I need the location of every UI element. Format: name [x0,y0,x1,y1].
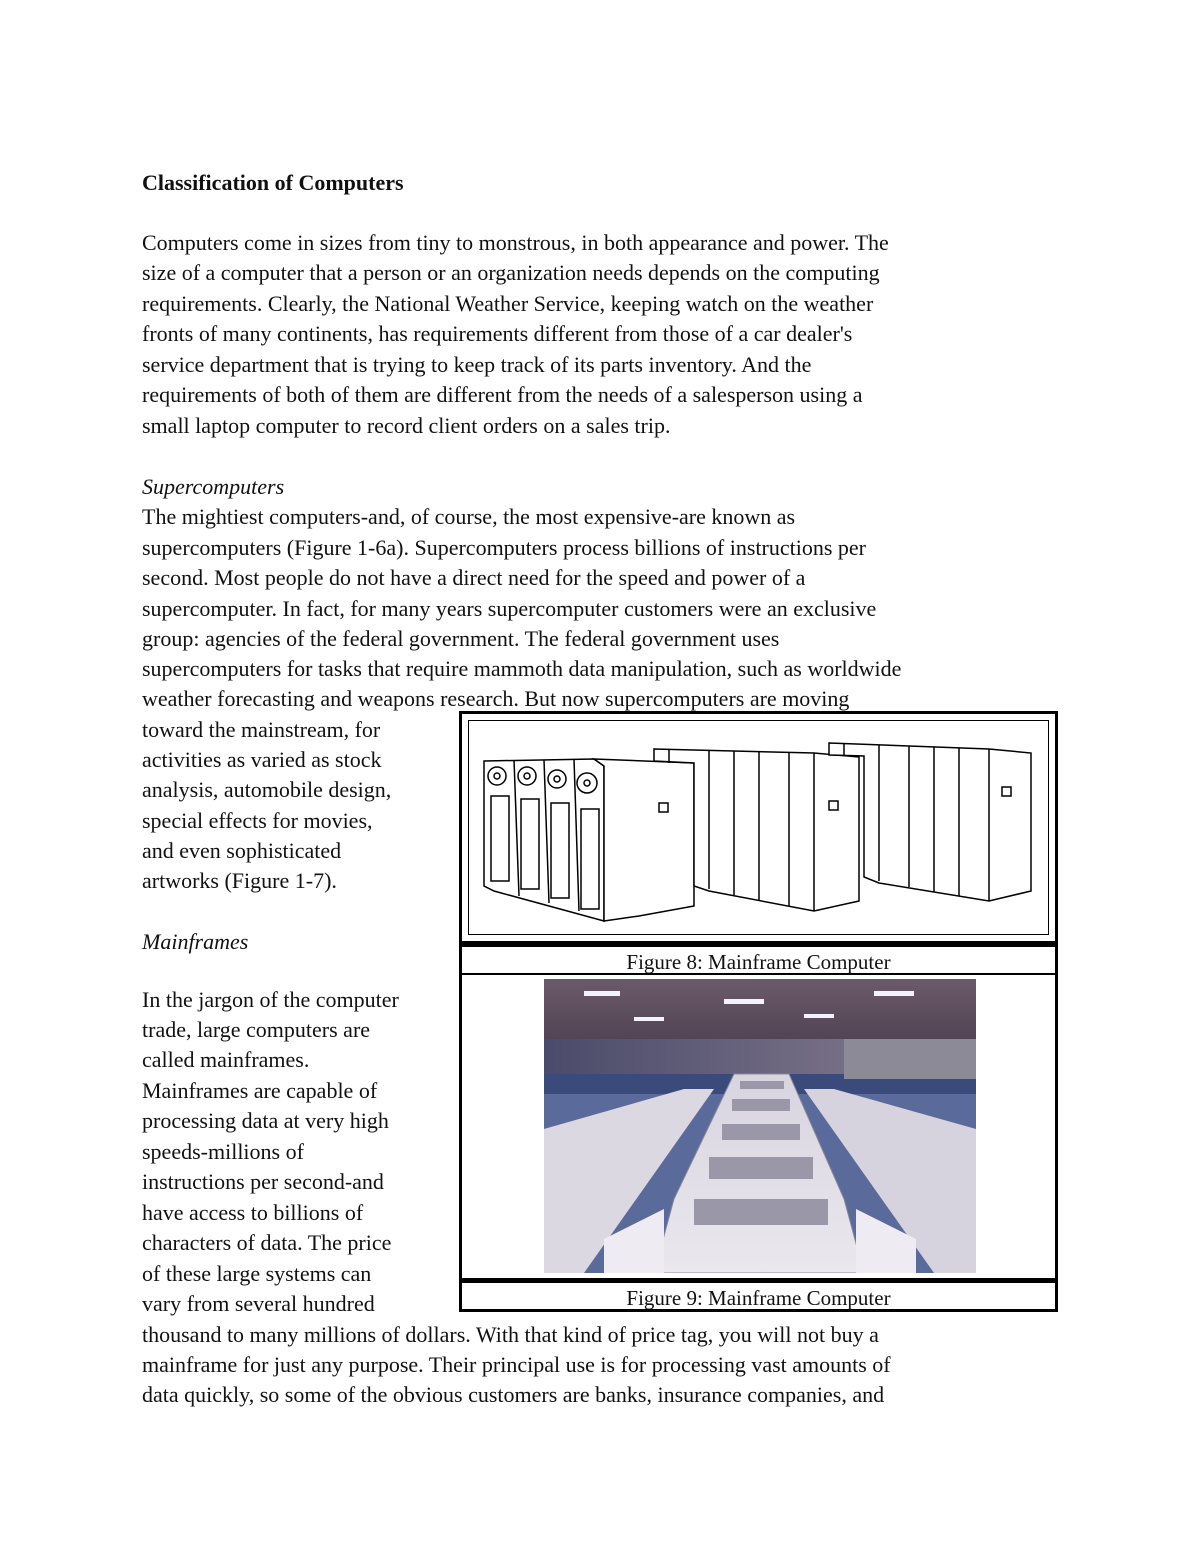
intro-line-6: requirements of both of them are different from the needs of a salesperson using a [142,382,863,407]
intro-line-2: size of a computer that a person or an organization needs depends on the computing [142,260,880,285]
figure-9-caption: Figure 9: Mainframe Computer [459,1280,1058,1312]
super-line-2: supercomputers (Figure 1-6a). Supercomputers process billions of instructions per [142,535,867,560]
main-line-13: mainframe for just any purpose. Their principal use is for processing vast amounts of [142,1352,891,1377]
super-line-1: The mightiest computers-and, of course, the most expensive-are known as [142,504,796,529]
super-line-9: activities as varied as stock [142,747,382,772]
super-line-8: toward the mainstream, for [142,717,381,742]
super-line-7: weather forecasting and weapons research. But now supercomputers are moving [142,686,850,711]
page-title: Classification of Computers [142,170,404,195]
mainframe-drawing [469,721,1054,940]
main-line-6: speeds-millions of [142,1139,304,1164]
main-line-14: data quickly, so some of the obvious customers are banks, insurance companies, and [142,1382,885,1407]
main-line-11: vary from several hundred [142,1291,375,1316]
super-line-4: supercomputer. In fact, for many years supercomputer customers were an exclusive [142,596,877,621]
super-line-5: group: agencies of the federal government. The federal government uses [142,626,780,651]
intro-line-5: service department that is trying to keep track of its parts inventory. And the [142,352,812,377]
figure-8-inner-border [468,720,1049,935]
intro-line-7: small laptop computer to record client orders on a sales trip. [142,413,671,438]
main-line-2: trade, large computers are [142,1017,371,1042]
mainframe-photo [544,979,976,1273]
main-line-7: instructions per second-and [142,1169,384,1194]
main-line-12: thousand to many millions of dollars. With that kind of price tag, you will not buy a [142,1322,879,1347]
intro-line-3: requirements. Clearly, the National Weather Service, keeping watch on the weather [142,291,874,316]
main-line-9: characters of data. The price [142,1230,392,1255]
main-line-3: called mainframes. [142,1047,310,1072]
main-line-4: Mainframes are capable of [142,1078,378,1103]
main-line-10: of these large systems can [142,1261,372,1286]
super-line-10: analysis, automobile design, [142,777,392,802]
mainframes-heading: Mainframes [142,929,249,954]
main-line-5: processing data at very high [142,1108,389,1133]
intro-line-1: Computers come in sizes from tiny to monstrous, in both appearance and power. The [142,230,889,255]
figure-9-frame [459,975,1058,1281]
super-line-12: and even sophisticated [142,838,342,863]
super-line-3: second. Most people do not have a direct need for the speed and power of a [142,565,806,590]
super-line-13: artworks (Figure 1-7). [142,868,337,893]
main-line-8: have access to billions of [142,1200,364,1225]
super-line-6: supercomputers for tasks that require mammoth data manipulation, such as worldwide [142,656,902,681]
intro-line-4: fronts of many continents, has requirements different from those of a car dealer's [142,321,853,346]
figure-8-frame [459,711,1058,944]
supercomputers-heading: Supercomputers [142,474,285,499]
figure-8-caption: Figure 8: Mainframe Computer [459,944,1058,976]
main-line-1: In the jargon of the computer [142,987,399,1012]
super-line-11: special effects for movies, [142,808,373,833]
